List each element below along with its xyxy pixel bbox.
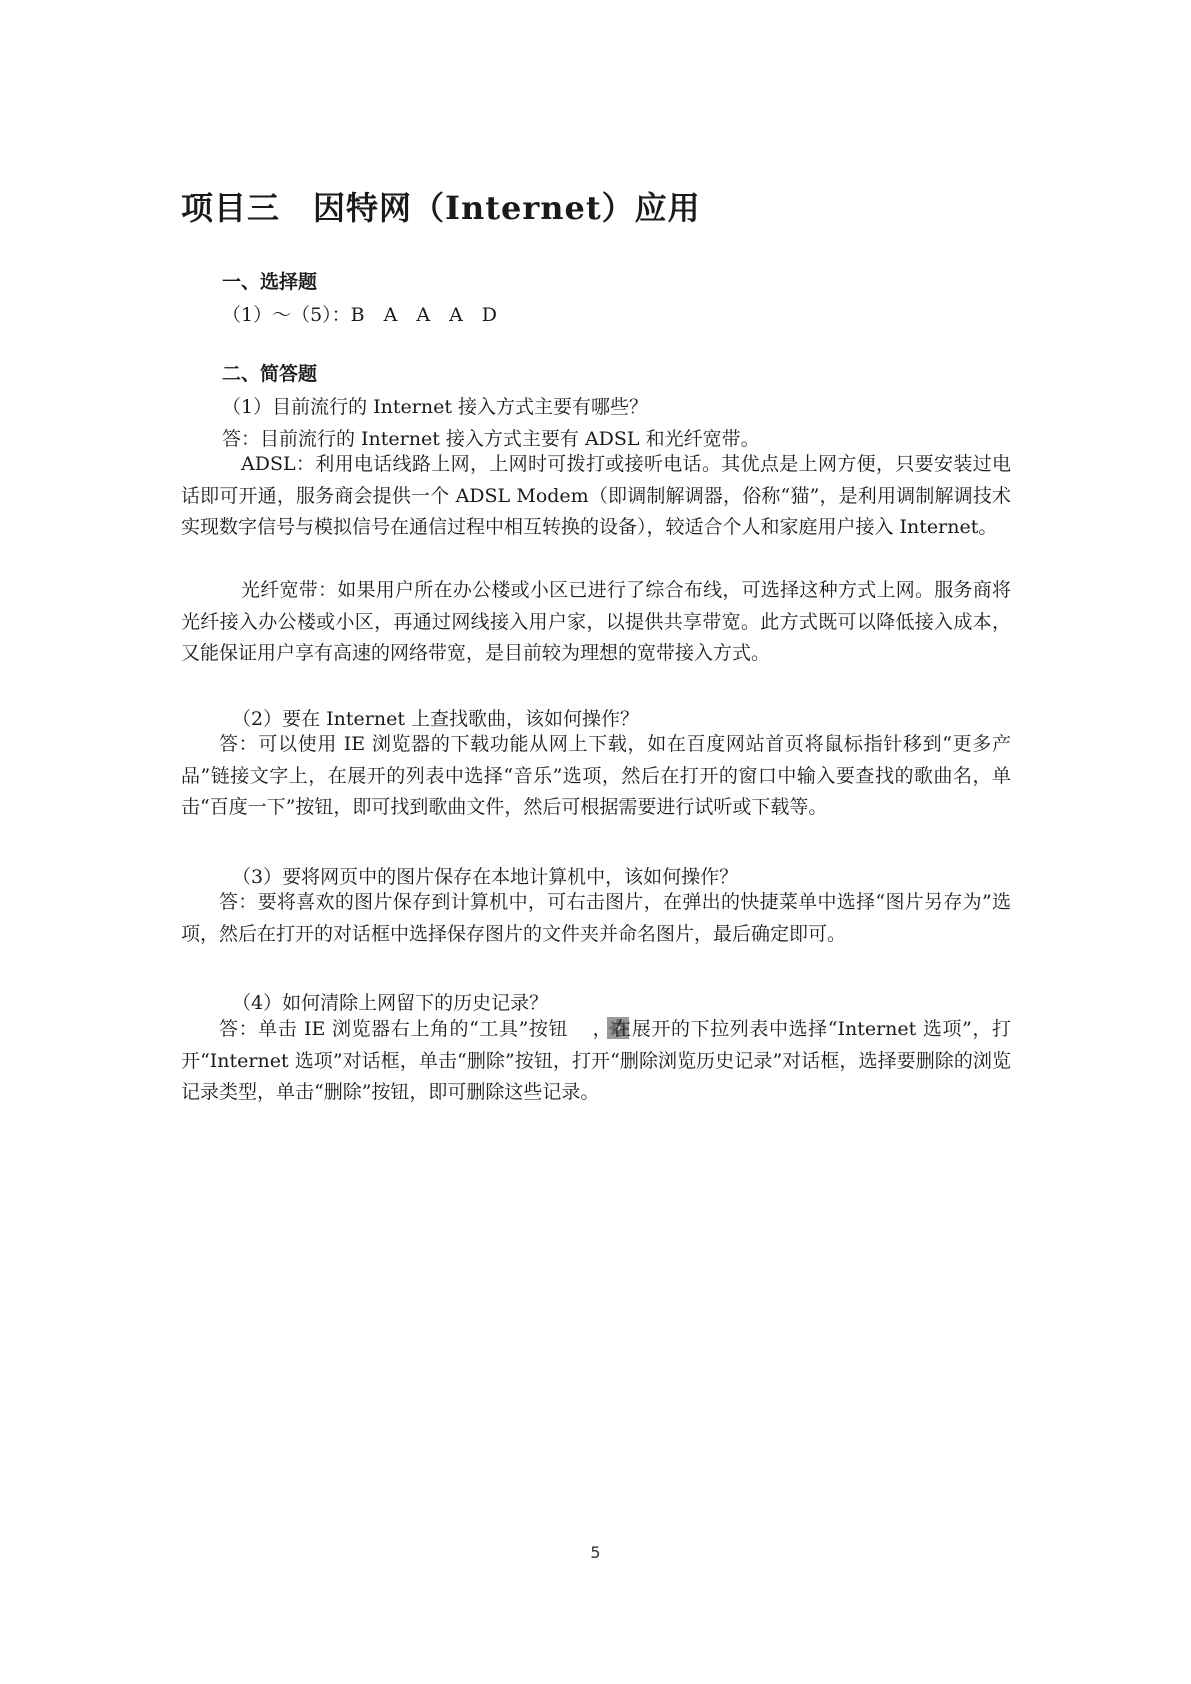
- answer-3: 答：要将喜欢的图片保存到计算机中，可右击图片，在弹出的快捷菜单中选择“图片另存为”选项，然后在打开的对话框中选择保存图片的文件夹并命名图片，最后确定即可。: [181, 891, 1011, 945]
- answer-4-part1: 答：单击 IE 浏览器右上角的“工具”按钮: [219, 1018, 569, 1040]
- answer-1: 答：目前流行的 Internet 接入方式主要有 ADSL 和光纤宽带。: [222, 428, 760, 450]
- question-2: （2）要在 Internet 上查找歌曲，该如何操作？: [232, 708, 639, 730]
- answer-1-fiber: 光纤宽带：如果用户所在办公楼或小区已进行了综合布线，可选择这种方式上网。服务商将光纤接入办公楼或小区，再通过网线接入用户家，以提供共享带宽。此方式既可以降低接入成本，又能保证用户享有高速的网络带宽，是目前较为理想的宽带接入方式。: [181, 579, 1011, 664]
- choice-answers: （1）～（5）：B A A A D: [222, 304, 498, 326]
- answer-2: 答：可以使用 IE 浏览器的下载功能从网上下载，如在百度网站首页将鼠标指针移到“更多产品”链接文字上，在展开的列表中选择“音乐”选项，然后在打开的窗口中输入要查找的歌曲名，单击“百度一下”按钮，即可找到歌曲文件，然后可根据需要进行试听或下载等。: [181, 733, 1011, 818]
- answer-4: [181, 1014, 1011, 1109]
- question-4: （4）如何清除上网留下的历史记录？: [232, 992, 549, 1014]
- section-heading-choice: 一、选择题: [222, 271, 318, 293]
- gear-icon: [569, 1017, 591, 1039]
- page-number: 5: [590, 1543, 601, 1562]
- answer-4-part2: ，在展开的下拉列表中选择“Internet 选项”，打开“Internet 选项”对话框，单击“删除”按钮，打开“删除浏览历史记录”对话框，选择要删除的浏览记录类型，单击“删除”按钮，即可删除这些记录。: [181, 1018, 1011, 1103]
- question-3: （3）要将网页中的图片保存在本地计算机中，该如何操作？: [232, 866, 739, 888]
- section-heading-short-answer: 二、简答题: [222, 363, 318, 385]
- question-1: （1）目前流行的 Internet 接入方式主要有哪些？: [222, 396, 648, 418]
- answer-1-adsl: ADSL：利用电话线路上网，上网时可拨打或接听电话。其优点是上网方便，只要安装过电话即可开通，服务商会提供一个 ADSL Modem（即调制解调器，俗称“猫”，是利用调制解调技术实现数字信号与模拟信号在通信过程中相互转换的设备），较适合个人和家庭用户接入 Internet。: [181, 453, 1011, 538]
- page-title: 项目三 因特网（Internet）应用: [181, 189, 701, 227]
